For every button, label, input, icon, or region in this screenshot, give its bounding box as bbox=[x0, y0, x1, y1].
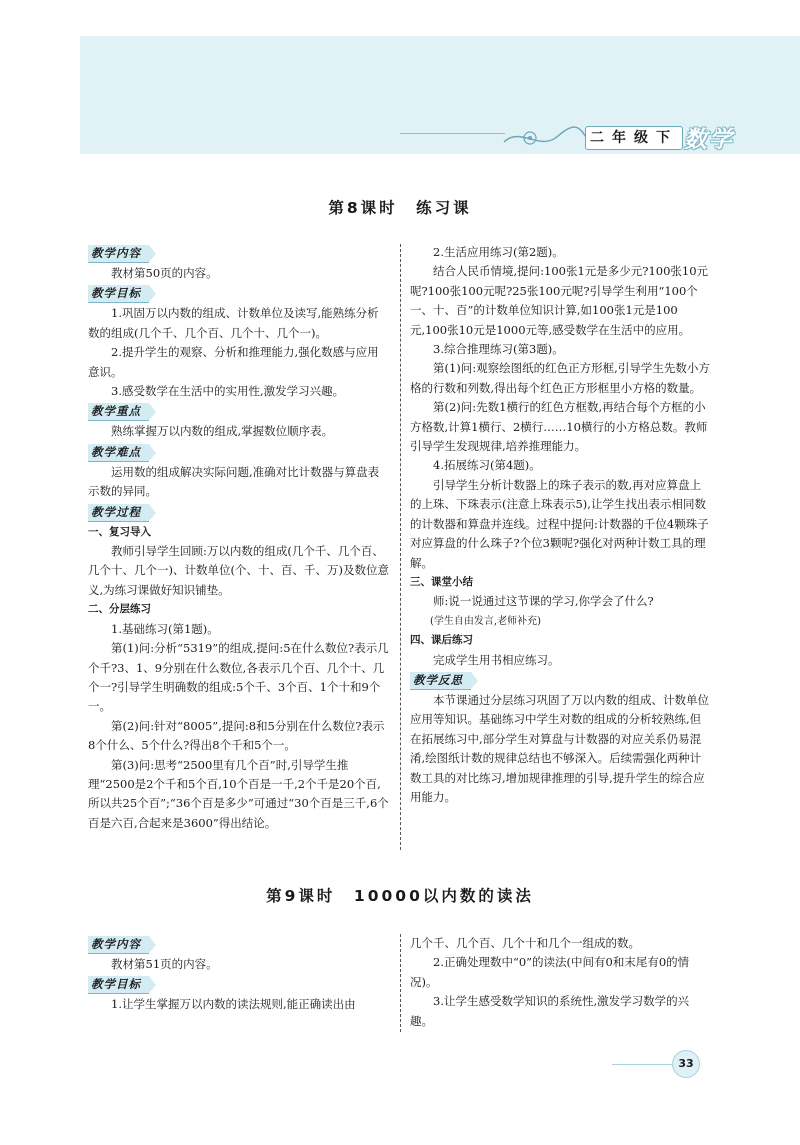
section-heading-row bbox=[88, 442, 390, 463]
paragraph: 2.生活应用练习(第2题)。 bbox=[433, 245, 564, 259]
column-divider bbox=[400, 244, 401, 850]
section-heading: 教学重点 bbox=[88, 403, 149, 421]
paragraph: 2.正确处理数中“0”的读法(中间有0和末尾有0的情况)。 bbox=[410, 955, 690, 989]
paragraph: 1.让学生掌握万以内数的读法规则,能正确读出由 bbox=[111, 997, 356, 1012]
page-number-line bbox=[612, 1064, 672, 1065]
subject-label: 数学 bbox=[684, 127, 734, 153]
section-heading-row bbox=[88, 502, 390, 523]
section-heading-row bbox=[88, 934, 390, 955]
paragraph: 4.拓展练习(第4题)。 bbox=[433, 458, 541, 473]
column-divider bbox=[400, 934, 401, 1032]
paragraph: 结合人民币情境,提问:100张1元是多少元?100张10元呢?100张100元呢?25张100元呢?引导学生利用“100个一、十、百”的计数单位知识计算,如100张1元是100元,100张10元是1000元等,感受数学在生活中的应用。 bbox=[410, 264, 709, 337]
paragraph: 3.让学生感受数学知识的系统性,激发学习数学的兴趣。 bbox=[410, 994, 690, 1028]
page-number: 33 bbox=[672, 1050, 700, 1078]
subsection-heading: 三、课堂小结 bbox=[410, 575, 473, 588]
section-heading: 教学内容 bbox=[88, 245, 149, 263]
section-heading: 教学目标 bbox=[88, 285, 149, 303]
paragraph: 第(2)问:针对“8005”,提问:8和5分别在什么数位?表示8个什么、5个什么?得出8个千和5个一。 bbox=[88, 718, 385, 753]
subsection-heading: 二、分层练习 bbox=[88, 603, 151, 616]
paragraph: 第(1)问:观察绘图纸的红色正方形框,引导学生先数小方格的行数和列数,得出每个红色正方形框里小方格的数量。 bbox=[410, 361, 710, 395]
subsection-heading: 一、复习导入 bbox=[88, 525, 151, 538]
paragraph: 3.综合推理练习(第3题)。 bbox=[433, 342, 564, 357]
section-heading: 教学内容 bbox=[88, 936, 149, 954]
paragraph: 教师引导学生回顾:万以内数的组成(几个千、几个百、几个十、几个一)、计数单位(个、十、百、千、万)及数位意义,为练习课做好知识铺垫。 bbox=[88, 544, 389, 597]
lesson8-right-column bbox=[410, 243, 712, 807]
paragraph: 1.基础练习(第1题)。 bbox=[111, 621, 219, 636]
paragraph: 3.感受数学在生活中的实用性,激发学习兴趣。 bbox=[111, 384, 345, 399]
section-heading-row bbox=[88, 243, 390, 264]
banner-line bbox=[400, 133, 505, 134]
note-text: (学生自由发言,老师补充) bbox=[430, 615, 541, 627]
paragraph: 本节课通过分层练习巩固了万以内数的组成、计数单位应用等知识。基础练习中学生对数的组成的分析较熟练,但在拓展练习中,部分学生对算盘与计数器的对应关系仍易混淆,绘图纸计数的规律总结也不够深入。后续需强化两种计数工具的对比练习,增加规律推理的引导,提升学生的综合应用能力。 bbox=[410, 692, 709, 804]
section-heading: 教学反思 bbox=[410, 672, 471, 690]
paragraph: 1.巩固万以内数的组成、计数单位及读写,能熟练分析数的组成(几个千、几个百、几个十、几个一)。 bbox=[88, 306, 379, 340]
paragraph: 第(2)问:先数1横行的红色方框数,再结合每个方框的小方格数,计算1横行、2横行……10横行的小方格总数。教师引导学生发现规律,培养推理能力。 bbox=[410, 400, 708, 454]
paragraph: 熟练掌握万以内数的组成,掌握数位顺序表。 bbox=[111, 424, 334, 439]
lesson9-right-column bbox=[410, 934, 712, 1031]
paragraph: 运用数的组成解决实际问题,准确对比计数器与算盘表示数的异同。 bbox=[88, 464, 380, 499]
section-heading-row bbox=[88, 974, 390, 995]
subsection-heading: 四、课后练习 bbox=[410, 634, 473, 647]
section-heading-row bbox=[410, 670, 712, 691]
grade-label: 二年级下 bbox=[585, 126, 683, 150]
paragraph: 教材第51页的内容。 bbox=[111, 957, 218, 971]
paragraph: 第(3)问:思考“2500里有几个百”时,引导学生推理“2500是2个千和5个百,10个百是一千,2个千是20个百,所以共25个百”;“36个百是多少”可通过“30个百是三千,6个百是六百,合起来是3600”得出结论。 bbox=[88, 757, 389, 830]
paragraph: 几个千、几个百、几个十和几个一组成的数。 bbox=[410, 936, 640, 950]
paragraph: 引导学生分析计数器上的珠子表示的数,再对应算盘上的上珠、下珠表示(注意上珠表示5),让学生找出表示相同数的计数器和算盘并连线。过程中提问:计数器的千位4颗珠子对应算盘的什么珠子?个位3颗呢?强化对两种计数工具的理解。 bbox=[410, 477, 709, 570]
swirl-decoration-icon bbox=[500, 118, 590, 154]
section-heading-row bbox=[88, 283, 390, 304]
section-heading: 教学难点 bbox=[88, 444, 149, 462]
section-heading: 教学目标 bbox=[88, 976, 149, 994]
lesson8-title: 第8课时 练习课 bbox=[328, 199, 472, 217]
paragraph: 教材第50页的内容。 bbox=[111, 266, 218, 280]
lesson9-title: 第9课时 10000以内数的读法 bbox=[266, 887, 534, 905]
section-heading: 教学过程 bbox=[88, 504, 149, 522]
paragraph: 师:说一说通过这节课的学习,你学会了什么? bbox=[433, 594, 654, 609]
paragraph: 完成学生用书相应练习。 bbox=[433, 652, 560, 667]
lesson9-left-column bbox=[88, 934, 390, 1015]
paragraph: 2.提升学生的观察、分析和推理能力,强化数感与应用意识。 bbox=[88, 345, 379, 379]
lesson8-left-column bbox=[88, 243, 390, 833]
paragraph: 第(1)问:分析“5319”的组成,提问:5在什么数位?表示几个千?3、1、9分别在什么数位,各表示几个百、几个十、几个一?引导学生明确数的组成:5个千、3个百、1个十和9个一。 bbox=[88, 641, 389, 714]
section-heading-row bbox=[88, 401, 390, 422]
